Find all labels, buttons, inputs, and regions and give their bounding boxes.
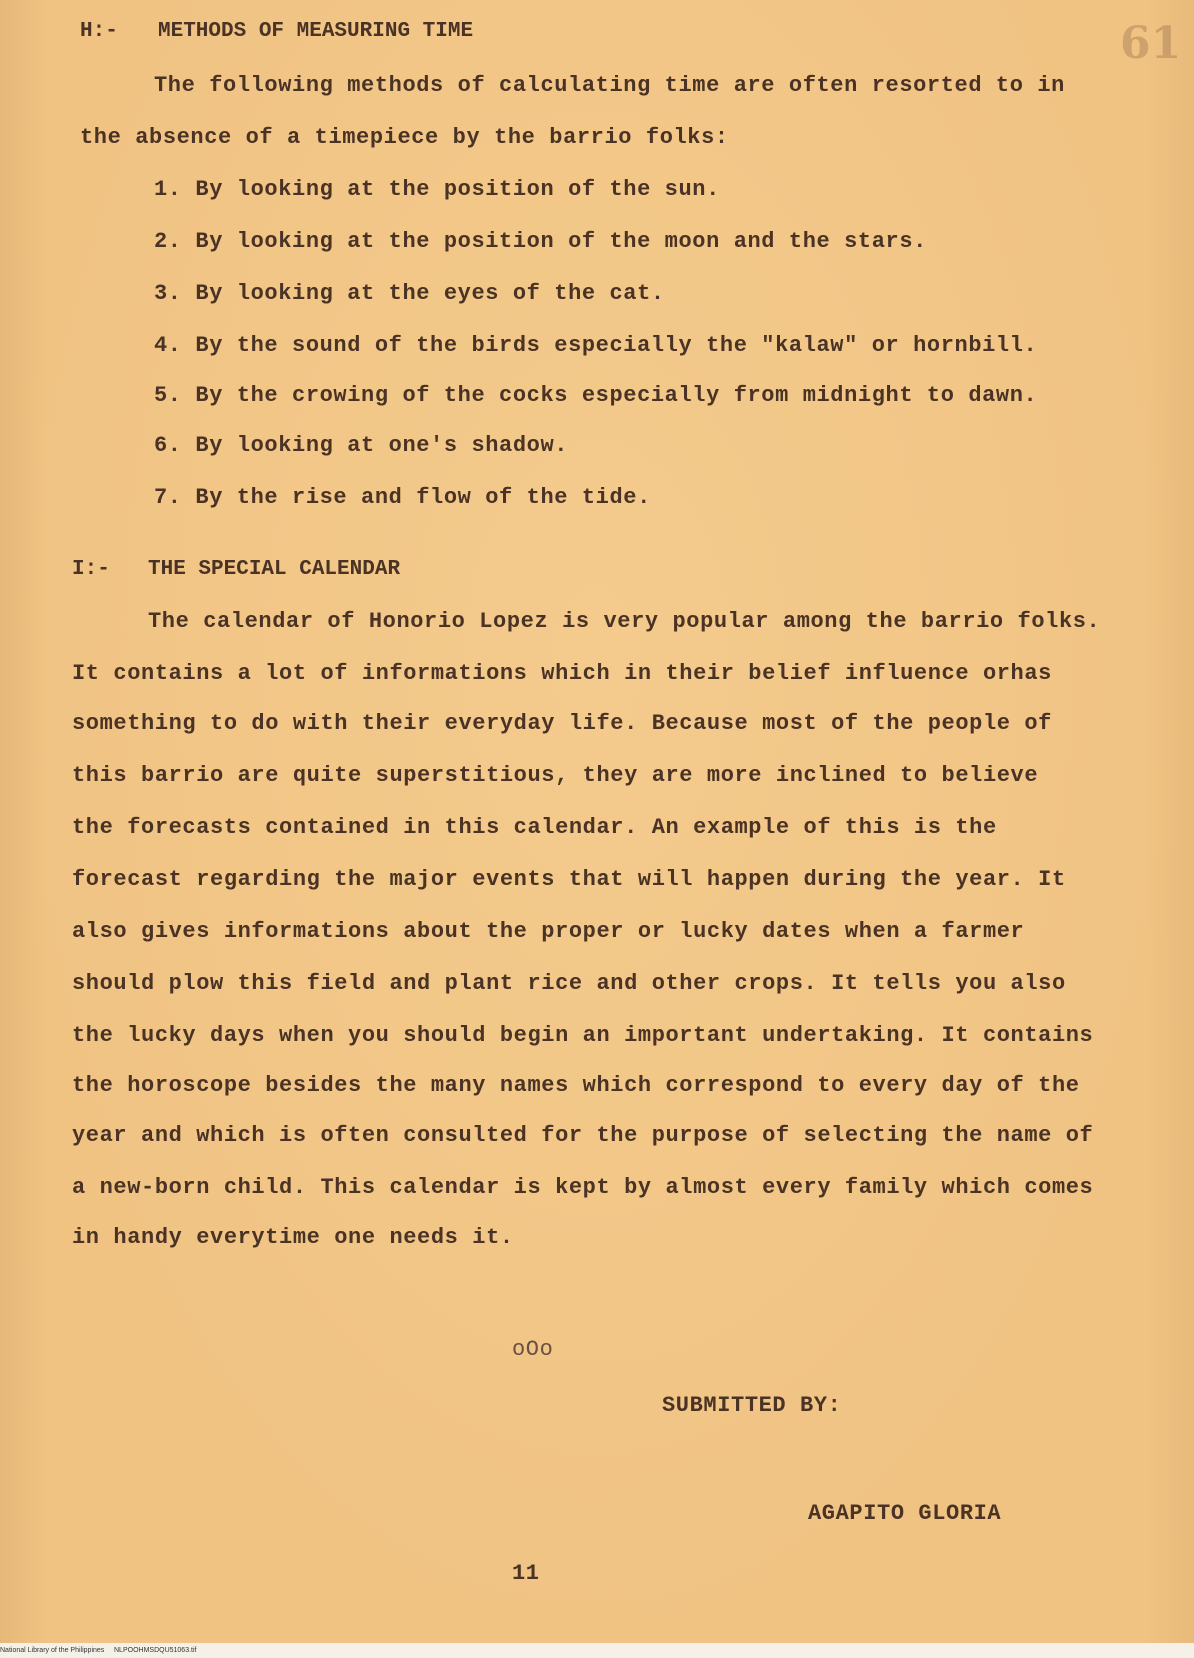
paragraph-line: the horoscope besides the many names which correspond to every day of the xyxy=(72,1073,1080,1098)
paragraph-line: The calendar of Honorio Lopez is very popular among the barrio folks. xyxy=(148,609,1101,634)
section-h-intro-line2: the absence of a timepiece by the barrio folks: xyxy=(80,125,729,150)
paragraph-line: something to do with their everyday life. Because most of the people of xyxy=(72,711,1052,736)
section-h-intro-line1: The following methods of calculating time are often resorted to in xyxy=(154,73,1065,98)
list-item: 1. By looking at the position of the sun. xyxy=(154,177,720,202)
page-stamp-number: 61 xyxy=(1120,18,1182,69)
list-item: 4. By the sound of the birds especially the "kalaw" or hornbill. xyxy=(154,333,1038,358)
paragraph-line: It contains a lot of informations which in their belief influence orhas xyxy=(72,661,1052,686)
ending-mark: oOo xyxy=(512,1337,554,1362)
list-item: 2. By looking at the position of the moon and the stars. xyxy=(154,229,927,254)
paragraph-line: a new-born child. This calendar is kept by almost every family which comes xyxy=(72,1175,1094,1200)
paragraph-line: the lucky days when you should begin an important undertaking. It contains xyxy=(72,1023,1094,1048)
paragraph-line: the forecasts contained in this calendar. An example of this is the xyxy=(72,815,997,840)
paragraph-line: forecast regarding the major events that will happen during the year. It xyxy=(72,867,1066,892)
page-number: 11 xyxy=(512,1561,540,1586)
scan-footer-note: National Library of the Philippines NLPOOHMSDQU51063.tif xyxy=(0,1647,197,1654)
section-i-label: I:- xyxy=(72,558,110,581)
list-item: 5. By the crowing of the cocks especially from midnight to dawn. xyxy=(154,383,1038,408)
section-h-title: METHODS OF MEASURING TIME xyxy=(158,20,474,43)
paragraph-line: in handy everytime one needs it. xyxy=(72,1225,514,1250)
author-name: AGAPITO GLORIA xyxy=(808,1501,1002,1526)
list-item: 7. By the rise and flow of the tide. xyxy=(154,485,651,510)
section-i-title: THE SPECIAL CALENDAR xyxy=(148,558,401,581)
paragraph-line: also gives informations about the proper or lucky dates when a farmer xyxy=(72,919,1025,944)
paragraph-line: year and which is often consulted for the purpose of selecting the name of xyxy=(72,1123,1094,1148)
section-h-label: H:- xyxy=(80,20,118,43)
submitted-by-label: SUBMITTED BY: xyxy=(662,1393,842,1418)
list-item: 6. By looking at one's shadow. xyxy=(154,433,569,458)
paragraph-line: this barrio are quite superstitious, they are more inclined to believe xyxy=(72,763,1039,788)
list-item: 3. By looking at the eyes of the cat. xyxy=(154,281,665,306)
paragraph-line: should plow this field and plant rice and other crops. It tells you also xyxy=(72,971,1066,996)
